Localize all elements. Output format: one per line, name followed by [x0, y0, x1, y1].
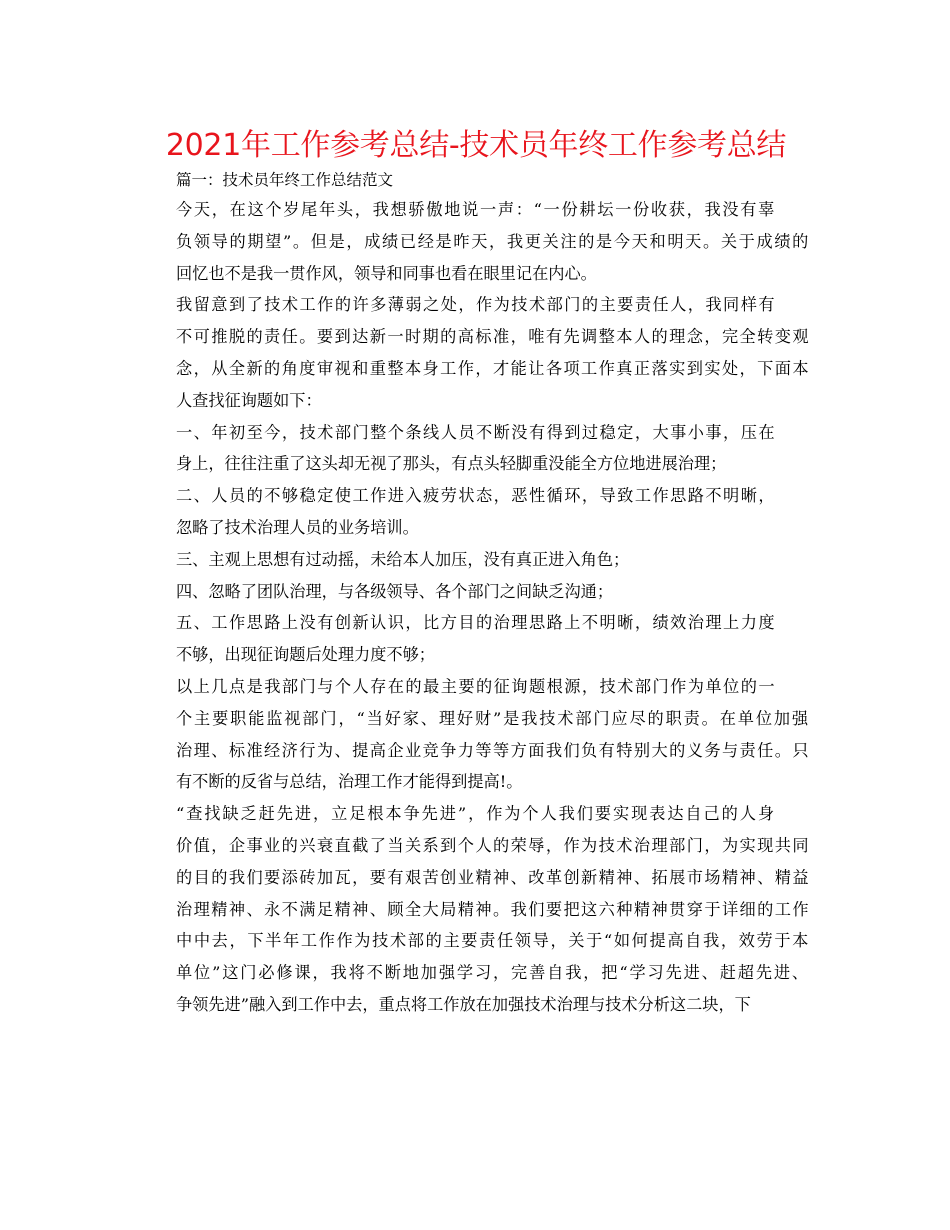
paragraph-line: 的目的我们要添砖加瓦，要有艰苦创业精神、改革创新精神、拓展市场精神、精益 — [176, 867, 810, 887]
paragraph — [142, 544, 810, 576]
paragraph-line: 单位”这门必修课，我将不断地加强学习，完善自我，把“学习先进、赶超先进、 — [176, 963, 810, 983]
document-subtitle: 篇一：技术员年终工作总结范文 — [176, 171, 394, 189]
paragraph — [142, 194, 810, 289]
paragraph — [142, 671, 810, 798]
paragraph-line: 我留意到了技术工作的许多薄弱之处，作为技术部门的主要责任人，我同样有 — [176, 295, 776, 315]
paragraph-line: 中中去，下半年工作作为技术部的主要责任领导，关于“如何提高自我，效劳于本 — [176, 931, 810, 951]
document-body — [142, 194, 810, 1021]
paragraph-line: 今天，在这个岁尾年头，我想骄傲地说一声：“一份耕坛一份收获，我没有辜 — [176, 200, 776, 219]
paragraph-line: 不可推脱的责任。要到达新一时期的高标准，唯有先调整本人的理念，完全转变观 — [176, 327, 810, 347]
paragraph-line: 三、主观上思想有过动摇，未给本人加压，没有真正进入角色； — [176, 549, 630, 569]
paragraph-line: 治理精神、永不满足精神、顾全大局精神。我们要把这六种精神贯穿于详细的工作 — [176, 899, 810, 919]
paragraph-line: 不够，出现征询题后处理力度不够； — [176, 645, 435, 665]
paragraph — [142, 576, 810, 608]
paragraph-line: 个主要职能监视部门，“当好家、理好财”是我技术部门应尽的职责。在单位加强 — [176, 708, 810, 728]
paragraph-line: 有不断的反省与总结，治理工作才能得到提高!。 — [176, 772, 523, 792]
paragraph-line: 忽略了技术治理人员的业务培训。 — [176, 517, 419, 537]
paragraph-line: 治理、标准经济行为、提高企业竞争力等等方面我们负有特别大的义务与责任。只 — [176, 740, 810, 760]
paragraph — [142, 607, 810, 671]
paragraph-line: 回忆也不是我一贯作风，领导和同事也看在眼里记在内心。 — [176, 263, 597, 283]
paragraph-line: 争领先进”融入到工作中去，重点将工作放在加强技术治理与技术分析这二块，下 — [176, 994, 751, 1014]
paragraph-line: 一、年初至今，技术部门整个条线人员不断没有得到过稳定，大事小事，压在 — [176, 422, 776, 442]
paragraph-line: 人查找征询题如下： — [176, 390, 322, 410]
paragraph-line: 二、人员的不够稳定使工作进入疲劳状态，恶性循环，导致工作思路不明晰， — [176, 486, 776, 506]
paragraph-line: 价值，企事业的兴衰直截了当关系到个人的荣辱，作为技术治理部门，为实现共同 — [176, 835, 810, 855]
paragraph — [142, 417, 810, 481]
paragraph — [142, 289, 810, 416]
paragraph — [142, 798, 810, 1021]
paragraph-line: 念，从全新的角度审视和重整本身工作，才能让各项工作真正落实到实处，下面本 — [176, 358, 810, 378]
document-title: 2021年工作参考总结-技术员年终工作参考总结 — [165, 128, 787, 163]
paragraph-line: 身上，往往注重了这头却无视了那头，有点头轻脚重没能全方位地进展治理； — [176, 454, 727, 474]
paragraph-line: 负领导的期望”。但是，成绩已经是昨天，我更关注的是今天和明天。关于成绩的 — [176, 231, 810, 251]
paragraph-line: 以上几点是我部门与个人存在的最主要的征询题根源，技术部门作为单位的一 — [176, 676, 776, 696]
paragraph-line: “查找缺乏赶先进，立足根本争先进”，作为个人我们要实现表达自己的人身 — [176, 804, 776, 824]
paragraph-line: 四、忽略了团队治理，与各级领导、各个部门之间缺乏沟通； — [176, 581, 614, 601]
document-page — [142, 122, 810, 1021]
paragraph — [142, 480, 810, 544]
paragraph-line: 五、工作思路上没有创新认识，比方目的治理思路上不明晰，绩效治理上力度 — [176, 613, 776, 633]
